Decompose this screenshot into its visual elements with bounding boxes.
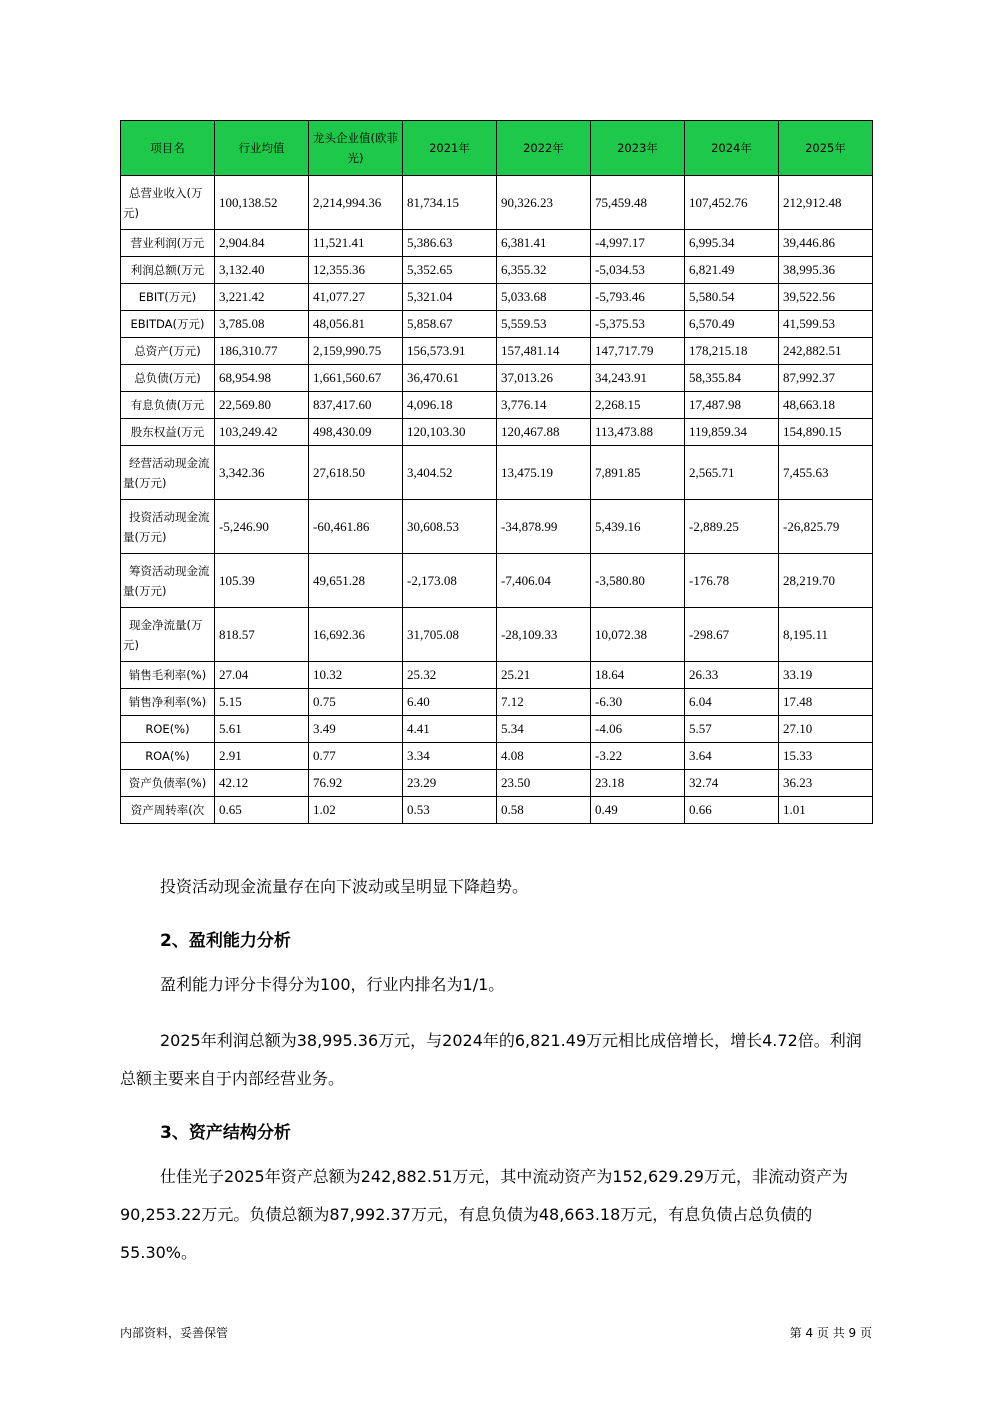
table-cell: 41,077.27 bbox=[309, 284, 403, 311]
table-cell: 10.32 bbox=[309, 662, 403, 689]
table-cell: 90,326.23 bbox=[497, 176, 591, 230]
row-label: 总负债(万元) bbox=[121, 365, 215, 392]
header-2023: 2023年 bbox=[591, 121, 685, 176]
table-row bbox=[121, 392, 873, 419]
table-row bbox=[121, 230, 873, 257]
table-cell: 5.57 bbox=[685, 716, 779, 743]
row-label: 有息负债(万元 bbox=[121, 392, 215, 419]
table-row bbox=[121, 257, 873, 284]
table-row bbox=[121, 500, 873, 554]
table-cell: 100,138.52 bbox=[215, 176, 309, 230]
table-cell: 242,882.51 bbox=[779, 338, 873, 365]
table-cell: 4.08 bbox=[497, 743, 591, 770]
table-cell: 25.32 bbox=[403, 662, 497, 689]
table-cell: 41,599.53 bbox=[779, 311, 873, 338]
header-2021: 2021年 bbox=[403, 121, 497, 176]
table-cell: 4,096.18 bbox=[403, 392, 497, 419]
trend-note: 投资活动现金流量存在向下波动或呈明显下降趋势。 bbox=[160, 877, 529, 896]
table-cell: 154,890.15 bbox=[779, 419, 873, 446]
table-cell: 68,954.98 bbox=[215, 365, 309, 392]
table-cell: 6,381.41 bbox=[497, 230, 591, 257]
table-cell: 186,310.77 bbox=[215, 338, 309, 365]
table-cell: 3,785.08 bbox=[215, 311, 309, 338]
table-cell: 12,355.36 bbox=[309, 257, 403, 284]
table-cell: -5,793.46 bbox=[591, 284, 685, 311]
table-cell: 5,580.54 bbox=[685, 284, 779, 311]
table-cell: 3,776.14 bbox=[497, 392, 591, 419]
table-row bbox=[121, 338, 873, 365]
table-header-row bbox=[121, 121, 873, 176]
table-cell: 2,159,990.75 bbox=[309, 338, 403, 365]
table-cell: 1.01 bbox=[779, 797, 873, 824]
table-cell: 5.61 bbox=[215, 716, 309, 743]
table-cell: 7,455.63 bbox=[779, 446, 873, 500]
table-cell: 30,608.53 bbox=[403, 500, 497, 554]
row-label: 总资产(万元) bbox=[121, 338, 215, 365]
table-row bbox=[121, 608, 873, 662]
table-cell: 17.48 bbox=[779, 689, 873, 716]
table-cell: 1.02 bbox=[309, 797, 403, 824]
table-cell: 48,056.81 bbox=[309, 311, 403, 338]
table-cell: -4,997.17 bbox=[591, 230, 685, 257]
table-cell: -7,406.04 bbox=[497, 554, 591, 608]
table-cell: 81,734.15 bbox=[403, 176, 497, 230]
table-cell: -3,580.80 bbox=[591, 554, 685, 608]
table-cell: -6.30 bbox=[591, 689, 685, 716]
table-cell: -2,173.08 bbox=[403, 554, 497, 608]
table-cell: -2,889.25 bbox=[685, 500, 779, 554]
table-cell: 18.64 bbox=[591, 662, 685, 689]
table-row bbox=[121, 365, 873, 392]
table-cell: -26,825.79 bbox=[779, 500, 873, 554]
table-cell: 5,352.65 bbox=[403, 257, 497, 284]
table-cell: 0.65 bbox=[215, 797, 309, 824]
table-cell: 37,013.26 bbox=[497, 365, 591, 392]
header-industry-avg: 行业均值 bbox=[215, 121, 309, 176]
table-cell: 49,651.28 bbox=[309, 554, 403, 608]
table-row bbox=[121, 176, 873, 230]
table-row bbox=[121, 743, 873, 770]
table-cell: 6.40 bbox=[403, 689, 497, 716]
table-cell: 7,891.85 bbox=[591, 446, 685, 500]
table-cell: -176.78 bbox=[685, 554, 779, 608]
financial-table bbox=[120, 120, 873, 824]
table-cell: 0.66 bbox=[685, 797, 779, 824]
table-cell: 6,821.49 bbox=[685, 257, 779, 284]
row-label: 现金净流量(万元) bbox=[121, 608, 215, 662]
table-cell: 32.74 bbox=[685, 770, 779, 797]
header-2022: 2022年 bbox=[497, 121, 591, 176]
table-cell: 5.15 bbox=[215, 689, 309, 716]
table-cell: 5,321.04 bbox=[403, 284, 497, 311]
table-cell: 3,132.40 bbox=[215, 257, 309, 284]
row-label: 总营业收入(万元) bbox=[121, 176, 215, 230]
table-cell: 39,446.86 bbox=[779, 230, 873, 257]
table-cell: 75,459.48 bbox=[591, 176, 685, 230]
table-cell: 13,475.19 bbox=[497, 446, 591, 500]
table-cell: 2.91 bbox=[215, 743, 309, 770]
table-cell: 5,858.67 bbox=[403, 311, 497, 338]
table-row bbox=[121, 284, 873, 311]
table-cell: 2,904.84 bbox=[215, 230, 309, 257]
header-item-name: 项目名 bbox=[121, 121, 215, 176]
table-cell: 38,995.36 bbox=[779, 257, 873, 284]
table-cell: -3.22 bbox=[591, 743, 685, 770]
table-cell: 3.49 bbox=[309, 716, 403, 743]
row-label: 筹资活动现金流量(万元) bbox=[121, 554, 215, 608]
table-cell: 58,355.84 bbox=[685, 365, 779, 392]
table-cell: 103,249.42 bbox=[215, 419, 309, 446]
table-cell: 119,859.34 bbox=[685, 419, 779, 446]
table-row bbox=[121, 446, 873, 500]
table-cell: 39,522.56 bbox=[779, 284, 873, 311]
table-row bbox=[121, 797, 873, 824]
table-cell: 107,452.76 bbox=[685, 176, 779, 230]
table-cell: -5,034.53 bbox=[591, 257, 685, 284]
table-cell: 27,618.50 bbox=[309, 446, 403, 500]
row-label: 销售净利率(%) bbox=[121, 689, 215, 716]
table-cell: 6,995.34 bbox=[685, 230, 779, 257]
table-cell: 22,569.80 bbox=[215, 392, 309, 419]
table-cell: 16,692.36 bbox=[309, 608, 403, 662]
table-cell: 87,992.37 bbox=[779, 365, 873, 392]
row-label: 资产负债率(%) bbox=[121, 770, 215, 797]
table-cell: -5,246.90 bbox=[215, 500, 309, 554]
table-cell: 120,103.30 bbox=[403, 419, 497, 446]
table-cell: 36.23 bbox=[779, 770, 873, 797]
table-cell: 120,467.88 bbox=[497, 419, 591, 446]
table-cell: 6,570.49 bbox=[685, 311, 779, 338]
row-label: 经营活动现金流量(万元) bbox=[121, 446, 215, 500]
table-cell: 34,243.91 bbox=[591, 365, 685, 392]
table-cell: 31,705.08 bbox=[403, 608, 497, 662]
table-cell: 3,221.42 bbox=[215, 284, 309, 311]
table-cell: 498,430.09 bbox=[309, 419, 403, 446]
section-2-paragraph-2: 2025年利润总额为38,995.36万元，与2024年的6,821.49万元相比成倍增长，增长4.72倍。利润总额主要来自于内部经营业务。 bbox=[120, 1031, 862, 1088]
table-row bbox=[121, 419, 873, 446]
table-cell: 113,473.88 bbox=[591, 419, 685, 446]
table-cell: 7.12 bbox=[497, 689, 591, 716]
table-cell: 0.58 bbox=[497, 797, 591, 824]
table-cell: 15.33 bbox=[779, 743, 873, 770]
table-cell: 5,559.53 bbox=[497, 311, 591, 338]
section-3-paragraph-1: 仕佳光子2025年资产总额为242,882.51万元，其中流动资产为152,629.29万元，非流动资产为90,253.22万元。负债总额为87,992.37万元，有息负债为48,663.18万元，有息负债占总负债的55.30%。 bbox=[120, 1167, 848, 1262]
table-cell: 33.19 bbox=[779, 662, 873, 689]
section-2-title: 2、盈利能力分析 bbox=[160, 931, 291, 951]
table-cell: 5,439.16 bbox=[591, 500, 685, 554]
table-cell: 25.21 bbox=[497, 662, 591, 689]
table-cell: -298.67 bbox=[685, 608, 779, 662]
table-row bbox=[121, 770, 873, 797]
table-cell: 0.75 bbox=[309, 689, 403, 716]
table-cell: 212,912.48 bbox=[779, 176, 873, 230]
table-cell: 17,487.98 bbox=[685, 392, 779, 419]
header-leader-value: 龙头企业值(欧菲光) bbox=[309, 121, 403, 176]
table-cell: 28,219.70 bbox=[779, 554, 873, 608]
table-cell: 837,417.60 bbox=[309, 392, 403, 419]
table-cell: 5,033.68 bbox=[497, 284, 591, 311]
table-row bbox=[121, 662, 873, 689]
table-row bbox=[121, 689, 873, 716]
table-cell: 0.53 bbox=[403, 797, 497, 824]
table-cell: 76.92 bbox=[309, 770, 403, 797]
table-cell: 42.12 bbox=[215, 770, 309, 797]
table-cell: 4.41 bbox=[403, 716, 497, 743]
table-cell: 178,215.18 bbox=[685, 338, 779, 365]
header-2025: 2025年 bbox=[779, 121, 873, 176]
table-cell: 23.29 bbox=[403, 770, 497, 797]
table-cell: 3.34 bbox=[403, 743, 497, 770]
table-body bbox=[121, 176, 873, 824]
table-cell: 147,717.79 bbox=[591, 338, 685, 365]
footer-page-number: 第 4 页 共 9 页 bbox=[789, 1326, 872, 1340]
table-row bbox=[121, 716, 873, 743]
table-cell: 23.18 bbox=[591, 770, 685, 797]
table-cell: 5.34 bbox=[497, 716, 591, 743]
table-cell: 27.10 bbox=[779, 716, 873, 743]
table-cell: 5,386.63 bbox=[403, 230, 497, 257]
row-label: 利润总额(万元 bbox=[121, 257, 215, 284]
table-cell: 3,342.36 bbox=[215, 446, 309, 500]
table-cell: 23.50 bbox=[497, 770, 591, 797]
table-cell: -4.06 bbox=[591, 716, 685, 743]
table-cell: 3,404.52 bbox=[403, 446, 497, 500]
row-label: ROE(%) bbox=[121, 716, 215, 743]
table-cell: 8,195.11 bbox=[779, 608, 873, 662]
row-label: 股东权益(万元 bbox=[121, 419, 215, 446]
row-label: EBITDA(万元) bbox=[121, 311, 215, 338]
table-cell: -60,461.86 bbox=[309, 500, 403, 554]
table-cell: 157,481.14 bbox=[497, 338, 591, 365]
row-label: 销售毛利率(%) bbox=[121, 662, 215, 689]
table-cell: 105.39 bbox=[215, 554, 309, 608]
row-label: 投资活动现金流量(万元) bbox=[121, 500, 215, 554]
section-3-title: 3、资产结构分析 bbox=[160, 1123, 291, 1143]
table-cell: 6.04 bbox=[685, 689, 779, 716]
table-cell: 818.57 bbox=[215, 608, 309, 662]
table-cell: 0.49 bbox=[591, 797, 685, 824]
table-cell: 6,355.32 bbox=[497, 257, 591, 284]
table-cell: 36,470.61 bbox=[403, 365, 497, 392]
table-cell: 10,072.38 bbox=[591, 608, 685, 662]
table-cell: 11,521.41 bbox=[309, 230, 403, 257]
table-cell: 1,661,560.67 bbox=[309, 365, 403, 392]
row-label: ROA(%) bbox=[121, 743, 215, 770]
table-cell: 0.77 bbox=[309, 743, 403, 770]
table-cell: -28,109.33 bbox=[497, 608, 591, 662]
table-cell: 3.64 bbox=[685, 743, 779, 770]
footer-confidential: 内部资料，妥善保管 bbox=[120, 1326, 229, 1340]
row-label: 资产周转率(次 bbox=[121, 797, 215, 824]
header-2024: 2024年 bbox=[685, 121, 779, 176]
table-cell: 156,573.91 bbox=[403, 338, 497, 365]
table-cell: 2,214,994.36 bbox=[309, 176, 403, 230]
section-2-paragraph-1: 盈利能力评分卡得分为100，行业内排名为1/1。 bbox=[160, 975, 505, 994]
row-label: EBIT(万元) bbox=[121, 284, 215, 311]
table-cell: 2,268.15 bbox=[591, 392, 685, 419]
table-cell: 26.33 bbox=[685, 662, 779, 689]
row-label: 营业利润(万元 bbox=[121, 230, 215, 257]
table-cell: 27.04 bbox=[215, 662, 309, 689]
table-cell: -5,375.53 bbox=[591, 311, 685, 338]
table-cell: 2,565.71 bbox=[685, 446, 779, 500]
table-cell: -34,878.99 bbox=[497, 500, 591, 554]
table-cell: 48,663.18 bbox=[779, 392, 873, 419]
table-row bbox=[121, 554, 873, 608]
table-row bbox=[121, 311, 873, 338]
